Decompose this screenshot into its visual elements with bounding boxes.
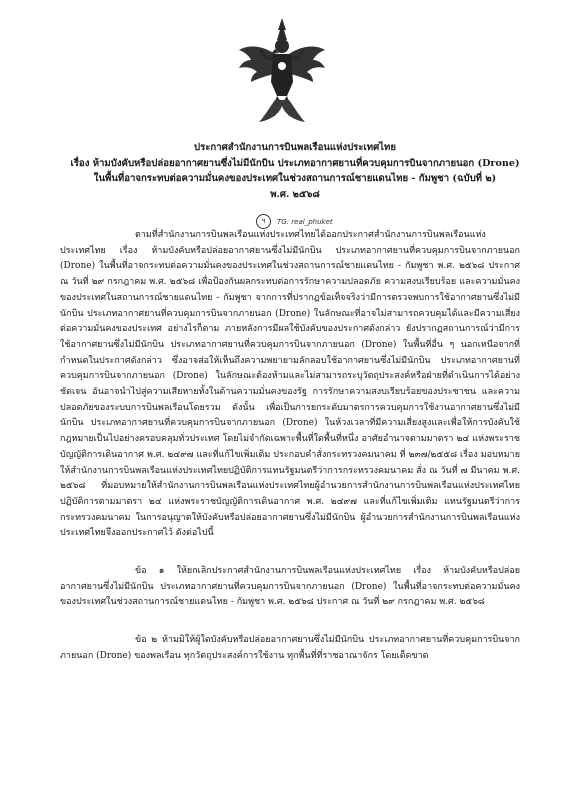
garuda-emblem-icon: [235, 16, 329, 126]
stamp-mark: ฯ: [256, 214, 271, 229]
stamp-text: TG: real_phuket: [277, 217, 333, 226]
paragraph-clause-2: ข้อ ๒ ห้ามมิให้ผู้ใดบังคับหรือปล่อยอากาศยานซึ่งไม่มีนักบิน ประเภทอากาศยานที่ควบคุมการบินจากภายนอก (Drone) ของพลเรือน ทุกวัตถุประสงค์การใช้งาน ทุกพื้นที่ที่ราชอาณาจักร โดยเด็ดขาด: [60, 635, 520, 661]
paragraph-preamble: ตามที่สำนักงานการบินพลเรือนแห่งประเทศไทยได้ออกประกาศสำนักงานการบินพลเรือนแห่งประเทศไทย เรื่อง ห้ามบังคับหรือปล่อยอากาศยานซึ่งไม่มีนักบิน ประเภทอากาศยานที่ควบคุมการบินจากภายนอก (Drone) ในพื้นที่อาจกระทบต่อความมั่นคงของประเทศในช่วงสถานการณ์ชายแดนไทย - กัมพูชา พ.ศ. ๒๕๖๘ ประกาศ ณ วันที่ ๒๙ กรกฎาคม พ.ศ. ๒๕๖๘ เพื่อป้องกันผลกระทบต่อการรักษาความปลอดภัย ความสงบเรียบร้อย และความมั่นคงของประเทศในสถานการณ์ชายแดนไทย - กัมพูชา จากการที่ปรากฏข้อเท็จจริงว่ามีการตรวจพบการใช้อากาศยานซึ่งไม่มีนักบิน ประเภทอากาศยานที่ควบคุมการบินจากภายนอก (Drone) ในลักษณะที่อาจไม่สามารถควบคุมได้และมีความเสี่ยงต่อความมั่นคงของประเทศ อย่างไรก็ตาม ภายหลังการมีผลใช้บังคับของประกาศดังกล่าว ยังปรากฏสถานการณ์ว่ามีการใช้อากาศยานซึ่งไม่มีนักบิน ประเภทอากาศยานที่ควบคุมการบินจากภายนอก (Drone) ในพื้นที่อื่น ๆ นอกเหนือจากที่กำหนดในประกาศดังกล่าว ซึ่งอาจส่อให้เห็นถึงความพยายามลักลอบใช้อากาศยานซึ่งไม่มีนักบิน ประเภทอากาศยานที่ควบคุมการบินจากภายนอก (Drone) ในลักษณะต้องห้ามและไม่สามารถระบุวัตถุประสงค์หรือฝ่ายที่ดำเนินการได้อย่างชัดเจน อันอาจนำไปสู่ความเสียหายทั้งในด้านความมั่นคงของรัฐ การรักษาความสงบเรียบร้อยของประชาชน และความปลอดภัยของระบบการบินพลเรือนโดยรวม ดังนั้น เพื่อเป็นการยกระดับมาตรการควบคุมการใช้งานอากาศยานซึ่งไม่มีนักบิน ประเภทอากาศยานที่ควบคุมการบินจากภายนอก (Drone) ในห้วงเวลาที่มีความเสี่ยงสูงและเพื่อให้การบังคับใช้กฎหมายเป็นไปอย่างครอบคลุมทั่วประเทศ โดยไม่จำกัดเฉพาะพื้นที่ใดพื้นที่หนึ่ง อาศัยอำนาจตามมาตรา ๒๔ แห่งพระราชบัญญัติการเดินอากาศ พ.ศ. ๒๔๙๗ และที่แก้ไขเพิ่มเติม ประกอบคำสั่งกระทรวงคมนาคม ที่ ๒๓๗/๒๕๕๘ เรื่อง มอบหมายให้สำนักงานการบินพลเรือนแห่งประเทศไทยปฏิบัติการแทนรัฐมนตรีว่าการกระทรวงคมนาคม สั่ง ณ วันที่ ๗ มีนาคม พ.ศ. ๒๕๖๘ ที่มอบหมายให้สำนักงานการบินพลเรือนแห่งประเทศไทยผู้อำนวยการสำนักงานการบินพลเรือนแห่งประเทศไทยปฏิบัติการตามมาตรา ๒๔ แห่งพระราชบัญญัติการเดินอากาศ พ.ศ. ๒๔๙๗ และที่แก้ไขเพิ่มเติม แทนรัฐมนตรีว่าการกระทรวงคมนาคม ในการอนุญาตให้บังคับหรือปล่อยอากาศยานซึ่งไม่มีนักบิน ผู้อำนวยการสำนักงานการบินพลเรือนแห่งประเทศไทยจึงออกประกาศไว้ ดังต่อไปนี้: [60, 230, 520, 539]
title-line: ในพื้นที่อาจกระทบต่อความมั่นคงของประเทศในช่วงสถานการณ์ชายแดนไทย - กัมพูชา (ฉบับที่ ๒): [93, 173, 497, 184]
document-body: [60, 228, 520, 665]
document-title: [60, 140, 530, 202]
paragraph-clause-1: ข้อ ๑ ให้ยกเลิกประกาศสำนักงานการบินพลเรือนแห่งประเทศไทย เรื่อง ห้ามบังคับหรือปล่อยอากาศยานซึ่งไม่มีนักบิน ประเภทอากาศยานที่ควบคุมการบินจากภายนอก (Drone) ในพื้นที่อาจกระทบต่อความมั่นคงของประเทศในช่วงสถานการณ์ชายแดนไทย - กัมพูชา พ.ศ. ๒๕๖๘ ประกาศ ณ วันที่ ๒๙ กรกฎาคม พ.ศ. ๒๕๖๘: [60, 566, 520, 608]
watermark-stamp: [256, 214, 333, 229]
title-line: เรื่อง ห้ามบังคับหรือปล่อยอากาศยานซึ่งไม่มีนักบิน ประเภทอากาศยานที่ควบคุมการบินจากภายนอก (Drone): [70, 157, 520, 169]
title-line: พ.ศ. ๒๕๖๘: [270, 188, 320, 200]
title-line: ประกาศสำนักงานการบินพลเรือนแห่งประเทศไทย: [194, 142, 396, 153]
